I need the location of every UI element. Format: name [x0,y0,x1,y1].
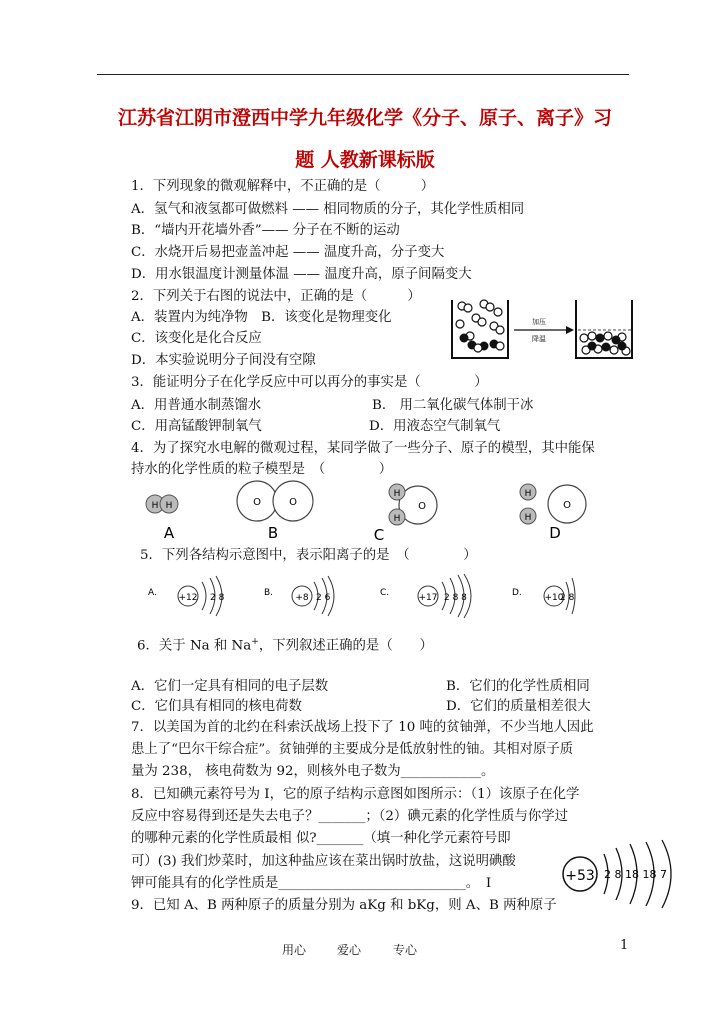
q4-figure [135,480,595,546]
structure-a-icon [148,576,225,616]
svg-text:+8: +8 [295,593,309,603]
q6-option-a: A．它们一定具有相同的电子层数 [131,679,329,694]
svg-text:H: H [524,513,532,523]
model-d-icon [520,484,586,542]
svg-text:C.: C. [380,588,390,598]
model-b-label: B [267,524,279,542]
q5-stem: 5．下列各结构示意图中，表示阳离子的是 （ ） [140,548,477,563]
svg-text:D.: D. [512,588,522,598]
svg-text:+10: +10 [544,593,564,603]
svg-text:2 6: 2 6 [316,593,331,603]
q1-option-a: A．氢气和液氢都可做燃料 —— 相同物质的分子，其化学性质相同 [131,202,525,217]
arrow-bottom-label: 降温 [532,335,546,343]
model-c-icon [374,484,437,544]
q2-stem: 2．下列关于右图的说法中，正确的是（ ） [131,289,421,304]
svg-text:B.: B. [264,588,274,598]
q3-option-a: A．用普通水制蒸馏水 [131,398,262,413]
q1-option-c: C．水烧开后易把壶盖冲起 —— 温度升高，分子变大 [131,245,445,260]
q9-line1: 9．已知 A、B 两种原子的质量分别为 aKg 和 bKg，则 A、B 两种原子 [131,898,557,913]
q8-line1: 8．已知碘元素符号为 I，它的原子结构示意图如图所示：（1）该原子在化学 [131,787,580,802]
iodine-shells: 2 8 18 18 7 [604,868,667,881]
q8-line5: 钾可能具有的化学性质是____________________________。 I [131,876,492,891]
q6-stem: 6．关于 Na 和 Na+，下列叙述正确的是（ ） [137,637,433,654]
svg-text:H: H [393,514,401,524]
q8-line2: 反应中容易得到还是失去电子？_______；（2）碘元素的化学性质与你学过 [131,809,569,824]
q8-line4: 可）(3) 我们炒菜时，加这种盐应该在菜出锅时放盐，这说明碘酸 [131,854,516,869]
q1-option-b: B．“墙内开花墙外香”—— 分子在不断的运动 [131,223,400,238]
svg-text:O: O [563,500,571,511]
model-d-label: D [549,524,561,542]
model-a-icon [146,495,178,542]
svg-text:H: H [165,501,173,511]
container-after-icon [576,300,632,358]
footer-item: 用心 [282,943,307,957]
svg-text:2 8 8: 2 8 8 [444,593,467,603]
q7-line3: 量为 238， 核电荷数为 92，则核外电子数为____________。 [131,764,495,779]
model-c-label: C [373,526,385,544]
q2-option-c: C．该变化是化合反应 [131,331,262,346]
page-number: 1 [620,938,629,953]
arrow-icon [514,326,574,334]
q4-stem-line2: 持水的化学性质的粒子模型是 （ ） [131,462,393,477]
model-b-icon [237,481,313,542]
model-a-label: A [163,524,175,542]
q3-stem: 3．能证明分子在化学反应中可以再分的事实是（ ） [131,375,488,390]
q1-stem: 1．下列现象的微观解释中，不正确的是（ ） [131,179,435,194]
q8-line3: 的哪种元素的化学性质最相 似?_______（填一种化学元素符号即 [131,831,511,846]
svg-text:+12: +12 [178,593,198,603]
q5-figure [140,570,580,620]
svg-text:H: H [393,489,401,499]
svg-text:O: O [253,497,261,508]
q2-option-d: D．本实验说明分子间没有空隙 [131,353,316,368]
svg-text:2 8: 2 8 [560,593,575,603]
footer-item: 专心 [393,943,418,957]
svg-text:+17: +17 [418,593,438,603]
q7-line2: 患上了“巴尔干综合症”。贫铀弹的主要成分是低放射性的铀。其相对原子质 [131,742,574,757]
q7-line1: 7．以美国为首的北约在科索沃战场上投下了 10 吨的贫铀弹，不少当地人因此 [131,720,594,735]
structure-d-icon [512,578,575,614]
q3-option-b: B． 用二氧化碳气体制干冰 [372,398,534,413]
svg-text:A.: A. [148,588,157,598]
page-title-continued: 题 人教新课标版 [295,149,435,171]
svg-text:O: O [418,501,426,512]
container-before-icon [452,300,508,358]
svg-text:2 8: 2 8 [210,593,225,603]
q6-option-b: B．它们的化学性质相同 [446,679,590,694]
page-title: 江苏省江阴市澄西中学九年级化学《分子、原子、离子》习 [117,107,612,129]
q6-option-c: C．它们具有相同的核电荷数 [131,699,302,714]
structure-c-icon [380,574,471,618]
q2-option-ab: A．装置内为纯净物 B．该变化是物理变化 [131,310,392,325]
structure-b-icon [264,576,334,616]
header-rule [97,74,629,75]
q3-option-c: C．用高锰酸钾制氧气 [131,419,262,434]
q6-option-d: D．它们的质量相差很大 [446,699,591,714]
svg-text:H: H [151,501,159,511]
q3-option-d: D．用液态空气制氧气 [369,419,501,434]
arrow-top-label: 加压 [532,318,546,326]
q4-stem-line1: 4．为了探究水电解的微观过程，某同学做了一些分子、原子的模型，其中能保 [131,441,595,456]
svg-text:H: H [524,489,532,499]
q2-figure [448,294,634,366]
iodine-structure-icon [550,832,690,914]
svg-text:O: O [289,497,297,508]
footer-item: 爱心 [337,943,362,957]
q1-option-d: D．用水银温度计测量体温 —— 温度升高，原子间隔变大 [131,267,472,282]
iodine-nucleus: +53 [565,868,595,884]
